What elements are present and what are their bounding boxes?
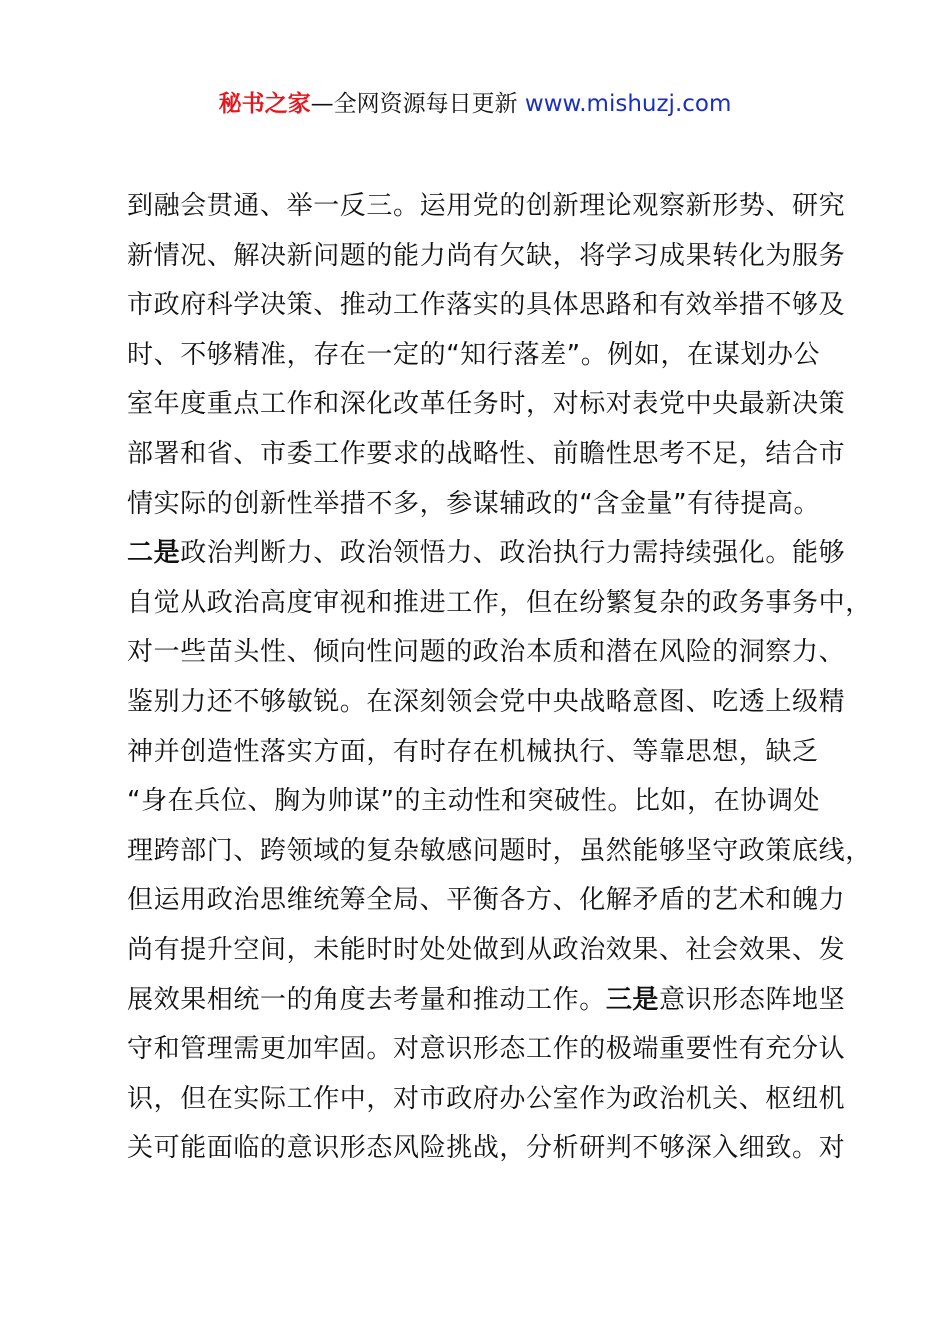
text-segment: 尚有提升空间，未能时时处处做到从政治效果、社会效果、发 [127,934,846,965]
text-segment: 市政府科学决策、推动工作落实的具体思路和有效举措不够及 [127,290,846,321]
text-segment: 展效果相统一的角度去考量和推动工作。 [127,984,606,1015]
text-segment: 对一些苗头性、倾向性问题的政治本质和潜在风险的洞察力、 [127,637,846,668]
text-line [127,281,846,331]
bold-heading-marker: 三是 [605,984,660,1015]
text-segment: 室年度重点工作和深化改革任务时，对标对表党中央最新决策 [127,389,846,420]
text-segment: 但运用政治思维统筹全局、平衡各方、化解矛盾的艺术和魄力 [127,885,846,916]
text-segment: 情实际的创新性举措不多，参谋辅政的“含金量”有待提高。 [127,488,821,519]
header-tagline: —全网资源每日更新 [310,91,525,117]
text-line [127,380,846,430]
text-segment: 关可能面临的意识形态风险挑战，分析研判不够深入细致。对 [127,1133,846,1164]
text-line [127,628,846,678]
site-url[interactable]: www.mishuzj.com [524,91,732,117]
text-segment: 新情况、解决新问题的能力尚有欠缺，将学习成果转化为服务 [127,240,846,271]
text-segment: 部署和省、市委工作要求的战略性、前瞻性思考不足，结合市 [127,438,846,469]
text-segment: 政治判断力、政治领悟力、政治执行力需持续强化。能够 [180,538,846,569]
text-line [127,182,846,232]
text-segment: 识，但在实际工作中，对市政府办公室作为政治机关、枢纽机 [127,1083,846,1114]
text-line [127,1025,846,1075]
text-line [127,976,846,1026]
page-header [0,88,950,120]
text-segment: 时、不够精准，存在一定的“知行落差”。例如，在谋划办公 [127,339,821,370]
text-line [127,430,846,480]
text-line [127,1124,846,1174]
text-line [127,1075,846,1125]
text-line [127,777,837,827]
text-segment: 意识形态阵地坚 [659,984,846,1015]
text-line [127,678,846,728]
text-segment: 到融会贯通、举一反三。运用党的创新理论观察新形势、研究 [127,191,846,221]
text-line [127,529,846,579]
text-segment: 鉴别力还不够敏锐。在深刻领会党中央战略意图、吃透上级精 [127,686,846,717]
text-segment: 理跨部门、跨领域的复杂敏感问题时，虽然能够坚守政策底线， [127,835,872,866]
bold-heading-marker: 二是 [127,538,181,569]
text-line [127,876,846,926]
text-line [127,827,872,877]
text-segment: 神并创造性落实方面，有时存在机械执行、等靠思想，缺乏 [127,736,819,767]
text-segment: 守和管理需更加牢固。对意识形态工作的极端重要性有充分认 [127,1034,846,1065]
text-segment: 自觉从政治高度审视和推进工作，但在纷繁复杂的政务事务中， [127,587,872,618]
text-line [127,579,872,629]
text-line [127,926,846,976]
text-line [127,331,837,381]
text-segment: “身在兵位、胸为帅谋”的主动性和突破性。比如，在协调处 [127,786,821,817]
text-line [127,728,837,778]
brand-name: 秘书之家 [218,91,311,117]
text-line [127,232,846,282]
document-body [127,182,872,1174]
text-line [127,480,837,530]
